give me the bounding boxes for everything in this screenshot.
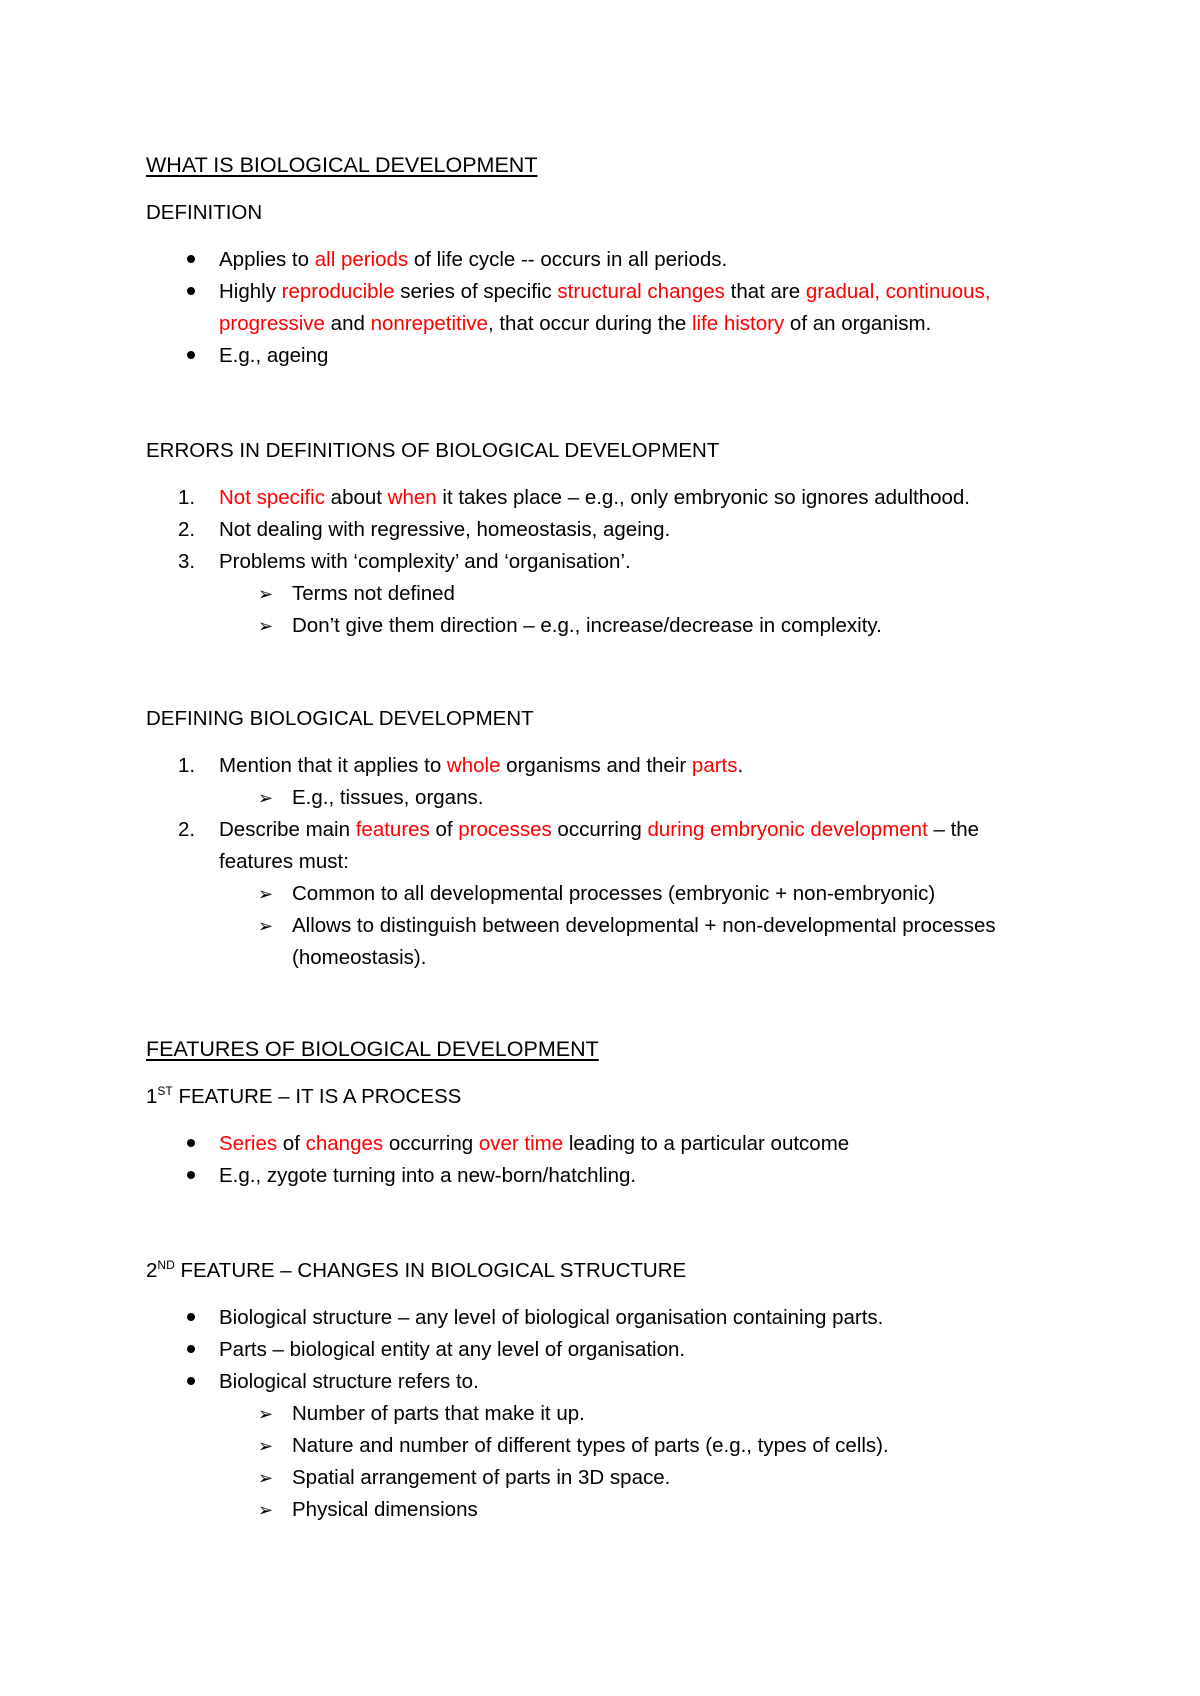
list-number: 3. [178, 550, 196, 573]
errors-list [146, 482, 1086, 642]
highlight-text: during embryonic development [647, 818, 928, 841]
highlight-text: processes [458, 818, 552, 841]
text-run: features must: [219, 850, 349, 873]
feature-number: 1 [146, 1085, 158, 1108]
list-number: 2. [178, 518, 196, 541]
list-item [146, 514, 1086, 546]
feature-2-heading [146, 1254, 1086, 1288]
sub-list-item [146, 910, 1086, 974]
text-run: leading to a particular outcome [563, 1132, 850, 1155]
text-run: Parts – biological entity at any level of organisation. [219, 1338, 686, 1361]
document-content [146, 148, 1086, 1526]
arrowhead-bullet-icon: ➢ [258, 916, 274, 936]
bullet-dot-icon [187, 287, 195, 295]
definition-section [146, 196, 1086, 372]
list-item [146, 1334, 1086, 1366]
list-item [146, 750, 1086, 782]
sub-list-item [146, 782, 1086, 814]
text-run: , that occur during the [487, 312, 692, 335]
definition-heading: DEFINITION [146, 201, 263, 224]
feature-heading-text: FEATURE – IT IS A PROCESS [172, 1085, 462, 1108]
features-section [146, 1032, 1086, 1526]
arrowhead-bullet-icon: ➢ [258, 584, 274, 604]
definition-list [146, 244, 1086, 372]
text-run: E.g., zygote turning into a new-born/hatchling. [219, 1164, 637, 1187]
text-run: Terms not defined [292, 582, 455, 605]
bullet-dot-icon [187, 1313, 195, 1321]
highlight-text: Not specific [219, 486, 325, 509]
text-run: Spatial arrangement of parts in 3D space. [292, 1466, 671, 1489]
highlight-text: all periods [314, 248, 409, 271]
highlight-text: structural changes [557, 280, 725, 303]
text-run: – the [927, 818, 980, 841]
text-run: . [737, 754, 744, 777]
list-number: 1. [178, 754, 196, 777]
ordinal-suffix: ST [157, 1084, 173, 1099]
highlight-text: over time [478, 1132, 564, 1155]
text-run: E.g., ageing [219, 344, 329, 367]
text-run: about [324, 486, 388, 509]
text-run: Common to all developmental processes (embryonic + non-embryonic) [292, 882, 936, 905]
text-run: Describe main [219, 818, 356, 841]
text-run: occurring [383, 1132, 479, 1155]
sub-list-item [146, 1430, 1086, 1462]
defining-section [146, 702, 1086, 974]
list-item [146, 1302, 1086, 1334]
text-run: Nature and number of different types of parts (e.g., types of cells). [292, 1434, 889, 1457]
bullet-dot-icon [187, 1139, 195, 1147]
arrowhead-bullet-icon: ➢ [258, 616, 274, 636]
sub-list-item [146, 1494, 1086, 1526]
list-number: 2. [178, 818, 196, 841]
arrowhead-bullet-icon: ➢ [258, 788, 274, 808]
sub-list-item [146, 878, 1086, 910]
text-run: of an organism. [784, 312, 932, 335]
feature-1-list [146, 1128, 1086, 1192]
page-title: WHAT IS BIOLOGICAL DEVELOPMENT [146, 153, 538, 177]
text-run: that are [724, 280, 806, 303]
list-item [146, 1160, 1086, 1192]
text-run: Don’t give them direction – e.g., increase/decrease in complexity. [292, 614, 882, 637]
list-item [146, 276, 1086, 340]
feature-number: 2 [146, 1259, 158, 1282]
arrowhead-bullet-icon: ➢ [258, 1436, 274, 1456]
text-run: Mention that it applies to [219, 754, 447, 777]
arrowhead-bullet-icon: ➢ [258, 1404, 274, 1424]
sub-list-item [146, 1462, 1086, 1494]
text-run: Biological structure refers to. [219, 1370, 479, 1393]
text-run: of [277, 1132, 306, 1155]
text-run: Biological structure – any level of biological organisation containing parts. [219, 1306, 884, 1329]
bullet-dot-icon [187, 1377, 195, 1385]
highlight-text: whole [446, 754, 501, 777]
text-run: Number of parts that make it up. [292, 1402, 585, 1425]
highlight-text: gradual, continuous, [805, 280, 991, 303]
text-run: organisms and their [500, 754, 692, 777]
highlight-text: Series [219, 1132, 278, 1155]
feature-2-section [146, 1254, 1086, 1526]
arrowhead-bullet-icon: ➢ [258, 884, 274, 904]
text-run: Not dealing with regressive, homeostasis, ageing. [219, 518, 671, 541]
text-run: it takes place – e.g., only embryonic so ignores adulthood. [436, 486, 970, 509]
text-run: occurring [551, 818, 648, 841]
text-run: Physical dimensions [292, 1498, 478, 1521]
ordinal-suffix: ND [157, 1258, 175, 1273]
arrowhead-bullet-icon: ➢ [258, 1500, 274, 1520]
feature-1-section [146, 1080, 1086, 1192]
list-item [146, 546, 1086, 578]
arrowhead-bullet-icon: ➢ [258, 1468, 274, 1488]
list-number: 1. [178, 486, 196, 509]
text-run: E.g., tissues, organs. [292, 786, 484, 809]
list-item [146, 244, 1086, 276]
list-item [146, 814, 1086, 878]
feature-heading-text: FEATURE – CHANGES IN BIOLOGICAL STRUCTURE [174, 1259, 687, 1282]
errors-section [146, 434, 1086, 642]
highlight-text: changes [305, 1132, 384, 1155]
list-item [146, 340, 1086, 372]
text-run: Allows to distinguish between developmental + non-developmental processes [292, 914, 996, 937]
sub-list-item [146, 578, 1086, 610]
feature-1-heading [146, 1080, 1086, 1114]
features-title: FEATURES OF BIOLOGICAL DEVELOPMENT [146, 1037, 599, 1061]
text-run: (homeostasis). [292, 946, 427, 969]
highlight-text: features [355, 818, 430, 841]
bullet-dot-icon [187, 351, 195, 359]
defining-heading: DEFINING BIOLOGICAL DEVELOPMENT [146, 707, 534, 730]
text-run: Applies to [219, 248, 315, 271]
list-item [146, 482, 1086, 514]
feature-2-list [146, 1302, 1086, 1526]
text-run: Highly [219, 280, 282, 303]
text-run: series of specific [394, 280, 558, 303]
defining-list [146, 750, 1086, 974]
highlight-text: life history [691, 312, 785, 335]
errors-heading: ERRORS IN DEFINITIONS OF BIOLOGICAL DEVELOPMENT [146, 439, 720, 462]
bullet-dot-icon [187, 1345, 195, 1353]
list-item [146, 1128, 1086, 1160]
text-run: Problems with ‘complexity’ and ‘organisation’. [219, 550, 631, 573]
highlight-text: when [387, 486, 437, 509]
sub-list-item [146, 1398, 1086, 1430]
text-run: of life cycle -- occurs in all periods. [408, 248, 728, 271]
highlight-text: parts [691, 754, 738, 777]
list-item [146, 1366, 1086, 1398]
highlight-text: reproducible [281, 280, 395, 303]
text-run: of [429, 818, 459, 841]
bullet-dot-icon [187, 255, 195, 263]
text-run: and [324, 312, 371, 335]
sub-list-item [146, 610, 1086, 642]
highlight-text: nonrepetitive [370, 312, 488, 335]
highlight-text: progressive [219, 312, 325, 335]
bullet-dot-icon [187, 1171, 195, 1179]
